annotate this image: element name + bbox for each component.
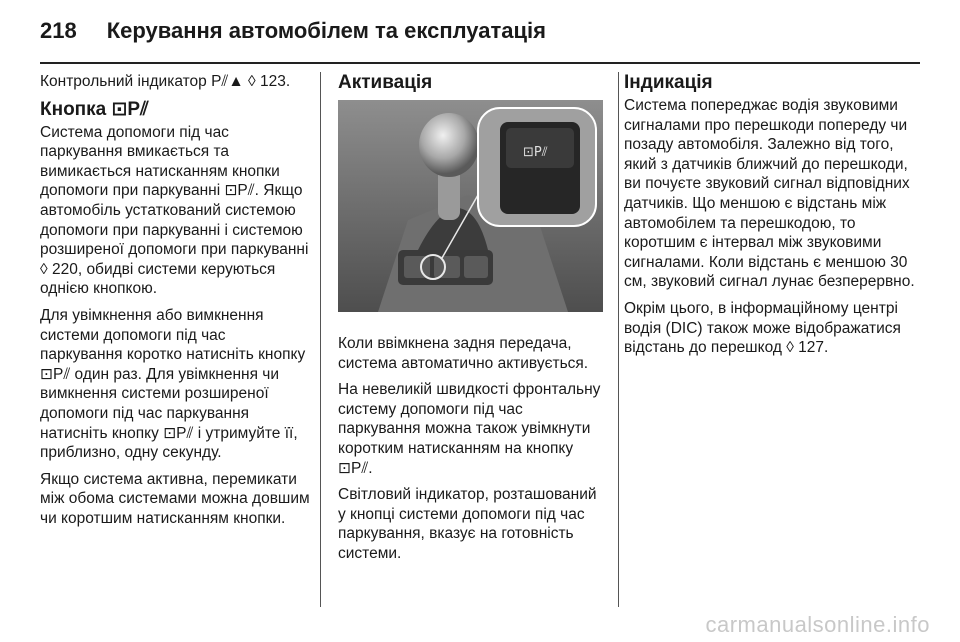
indicator-reference: Контрольний індикатор P⫽▲ ◊ 123. — [40, 73, 291, 90]
section-heading-activation: Активація — [338, 72, 433, 93]
column-activation — [338, 72, 606, 571]
column-divider — [320, 72, 321, 607]
column-indication — [624, 72, 924, 365]
paragraph: На невеликій швидкості фронтальну систему допомоги під час паркування можна також увімкнути коротким натисканням на кнопку ⊡P⫽. — [338, 381, 601, 477]
paragraph: Окрім цього, в інформаційному центрі водія (DIC) також може відображатися відстань до перешкод ◊ 127. — [624, 299, 901, 357]
section-heading-button: Кнопка ⊡P⫽ — [40, 98, 149, 120]
watermark: carmanualsonline.info — [705, 612, 930, 637]
column-divider — [618, 72, 619, 607]
section-heading-indication: Індикація — [624, 72, 713, 93]
page-header — [40, 18, 546, 48]
paragraph: Світловий індикатор, розташований у кнопці системи допомоги під час паркування, вказує на готовність системи. — [338, 486, 597, 562]
svg-text:⊡P⫽: ⊡P⫽ — [523, 145, 548, 160]
header-rule — [40, 62, 920, 64]
column-button — [40, 72, 310, 535]
paragraph: Для увімкнення або вимкнення системи допомоги під час паркування коротко натисніть кнопку ⊡P⫽ один раз. Для увімкнення чи вимкнення системи розширеної допомоги під час паркування натисніть кнопку ⊡P⫽ і утримуйте її, приблизно, одну секунду. — [40, 306, 306, 462]
page-number: 218 — [40, 18, 77, 43]
console-button-photo — [338, 100, 603, 312]
paragraph: Система допомоги під час паркування вмикається та вимикається натисканням кнопки допомоги при паркуванні ⊡P⫽. Якщо автомобіль устаткований системою допомоги при паркуванні і системою розширеної допомоги при паркуванні ◊ 220, обидві системи керуються однією кнопкою. — [40, 123, 309, 298]
paragraph: Система попереджає водія звуковими сигналами про перешкоди попереду чи позаду автомобіля. Залежно від того, який з датчиків ближчий до перешкоди, ви почуєте звуковий сигнал відповідних датчиків. Що меншою є відстань між автомобілем та перешкодою, то коротшим є інтервал між звуковими сигналами. Коли відстань є меншою 30 см, звуковий сигнал лунає безперервно. — [624, 97, 915, 291]
page-title: Керування автомобілем та експлуатація — [106, 18, 546, 43]
paragraph: Якщо система активна, перемикати між обома системами можна довшим чи коротшим натисканням кнопки. — [40, 470, 310, 527]
paragraph: Коли ввімкнена задня передача, система автоматично активується. — [338, 335, 589, 372]
